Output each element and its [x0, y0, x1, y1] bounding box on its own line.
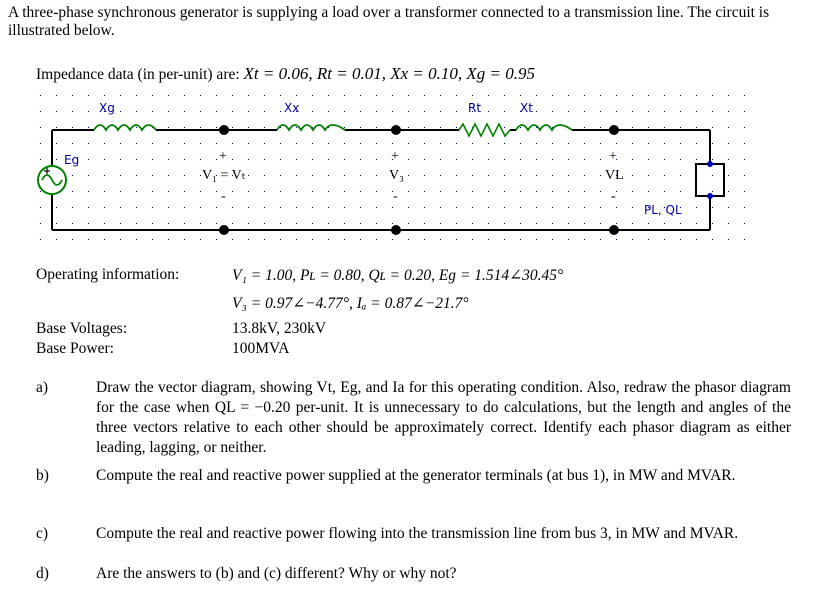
problem-intro: A three-phase synchronous generator is supplying a load over a transformer connected to a transmission line. The circuit is illustrated below. [8, 4, 770, 39]
plus-v1: + [219, 149, 227, 164]
resistor-rt [459, 124, 510, 136]
question-d [36, 564, 806, 586]
question-letter: a) [36, 379, 49, 396]
label-eg: Eg [64, 153, 80, 167]
impedance-data [36, 64, 535, 84]
question-text: Compute the real and reactive power flowing into the transmission line from bus 3, in MW and MVAR. [96, 525, 739, 542]
question-letter: b) [36, 467, 49, 484]
operating-line-2: V₃ = 0.97∠−4.77°, Iₐ = 0.87∠−21.7° [232, 295, 469, 312]
question-text: Draw the vector diagram, showing Vt, Eg, and Ia for this operating condition. Also, redraw the phasor diagram for the case when QL = −0.20 per-unit. It is unnecessary to do calculations, but the length and angles of the three vectors relative to each other should be approximately correct. Identify each phasor diagram as either leading, lagging, or neither. [96, 379, 791, 456]
impedance-prefix: Impedance data (in per-unit) are: [36, 66, 240, 83]
impedance-values: Xt = 0.06, Rt = 0.01, Xx = 0.10, Xg = 0.95 [243, 64, 535, 83]
label-xt: Xt [520, 101, 533, 115]
plus-vl: + [609, 149, 617, 164]
base-power-value: 100MVA [232, 340, 290, 357]
circuit-diagram [32, 90, 745, 255]
label-xg: Xg [99, 101, 115, 115]
base-voltages-value: 13.8kV, 230kV [232, 320, 327, 337]
label-v3: V₃ [389, 168, 404, 183]
question-text: Are the answers to (b) and (c) different? Why or why not? [96, 565, 457, 582]
question-letter: c) [36, 525, 49, 542]
plus-v3: + [391, 149, 399, 164]
inductor-xx [277, 125, 345, 130]
question-a [36, 378, 806, 464]
load-terminal-top [707, 161, 713, 167]
minus-vl: - [611, 189, 616, 204]
question-b [36, 466, 806, 510]
base-voltages-label: Base Voltages: [36, 320, 128, 337]
question-text: Compute the real and reactive power supplied at the generator terminals (at bus 1), in MW and MVAR. [96, 467, 736, 484]
minus-v1: - [221, 189, 226, 204]
label-rt: Rt [468, 101, 482, 115]
load-terminal-bottom [707, 193, 713, 199]
base-power-label: Base Power: [36, 340, 114, 357]
minus-v3: - [393, 189, 398, 204]
label-vl: VL [605, 168, 624, 183]
circuit-nodes [219, 125, 619, 235]
question-c [36, 524, 806, 564]
inductor-xt [516, 125, 572, 130]
operating-line-1: V₁ = 1.00, Pʟ = 0.80, Qʟ = 0.20, Eɡ = 1.514∠30.45° [232, 267, 564, 284]
inductor-xg [94, 125, 156, 130]
operating-label: Operating information: [36, 266, 180, 283]
label-v1: V₁ = Vₜ [202, 168, 246, 183]
label-xx: Xx [284, 101, 300, 115]
question-letter: d) [36, 565, 49, 582]
label-load: PL, QL [644, 203, 682, 217]
load-box [696, 164, 724, 196]
